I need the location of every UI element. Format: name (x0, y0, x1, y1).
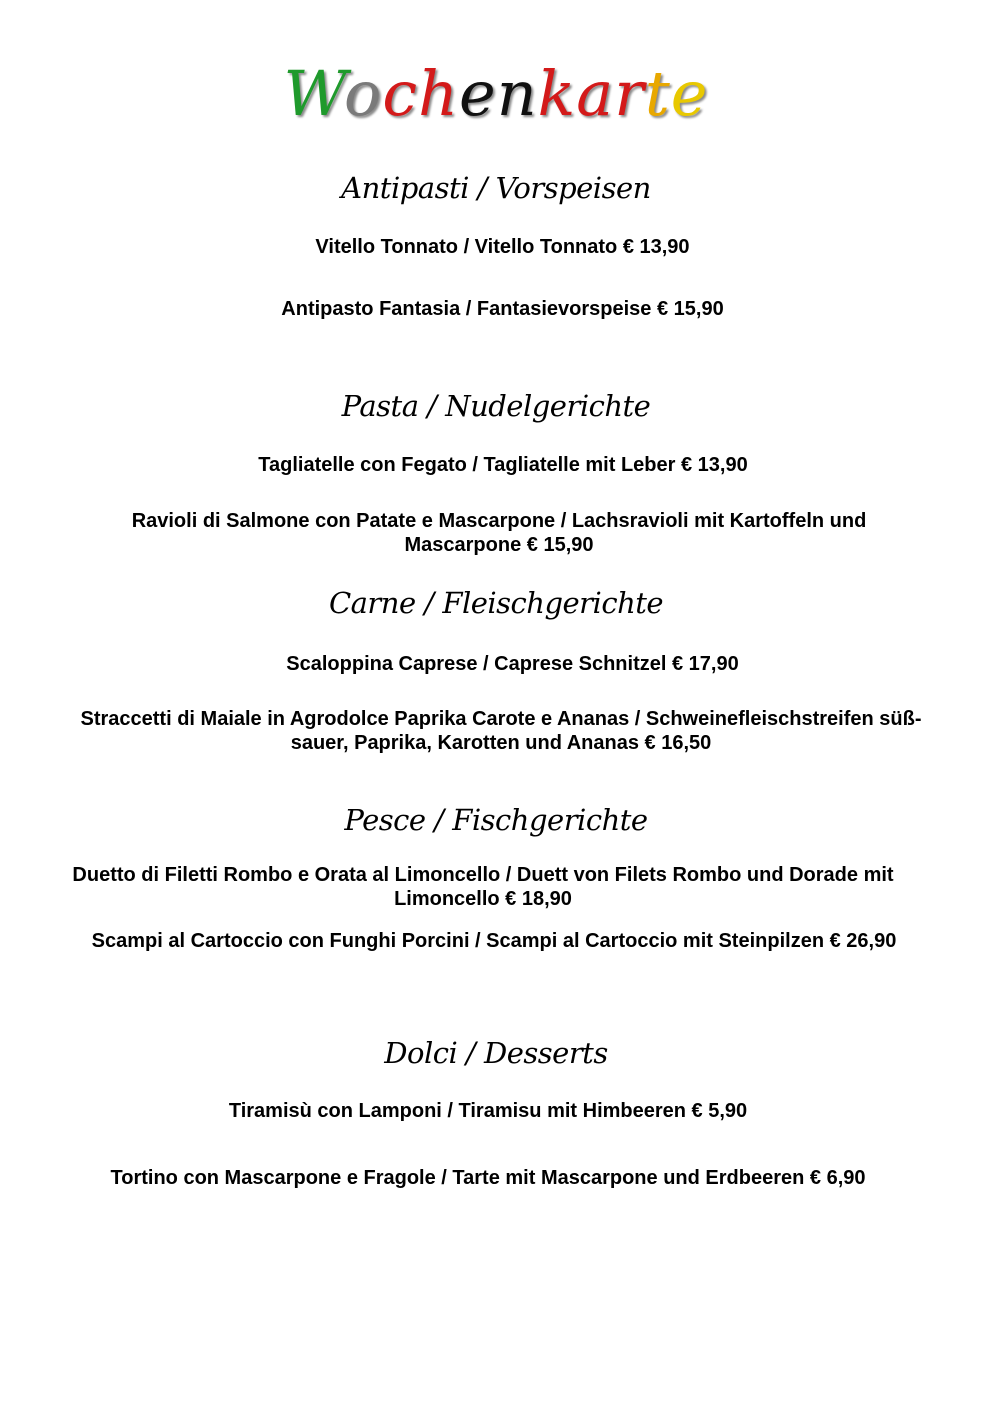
menu-item: Scampi al Cartoccio con Funghi Porcini / Scampi al Cartoccio mit Steinpilzen € 26,90 (91, 930, 897, 952)
menu-item: Tiramisù con Lamponi / Tiramisu mit Himbeeren € 5,90 (228, 1100, 748, 1122)
menu-item: Ravioli di Salmone con Patate e Mascarpone / Lachsravioli mit Kartoffeln und Mascarpone € 15,90 (131, 510, 867, 556)
section-heading-pasta: Pasta / Nudelgerichte (341, 389, 651, 423)
menu-item: Vitello Tonnato / Vitello Tonnato € 13,90 (315, 236, 690, 258)
title-letter: e (670, 57, 709, 130)
section-heading-carne: Carne / Fleischgerichte (328, 586, 664, 620)
section-heading-dolci: Dolci / Desserts (384, 1036, 608, 1070)
section-heading-antipasti: Antipasti / Vorspeisen (341, 171, 651, 205)
section-heading-pesce: Pesce / Fischgerichte (344, 803, 648, 837)
menu-item: Straccetti di Maiale in Agrodolce Paprika Carote e Ananas / Schweinefleischstreifen süß-sauer, Paprika, Karotten und Ananas € 16,50 (80, 708, 922, 754)
title-letter: c (382, 57, 419, 130)
title-letter: n (496, 57, 538, 130)
title-letter: h (418, 57, 460, 130)
title-letter: a (576, 57, 615, 130)
menu-title (0, 58, 992, 130)
title-letter: t (644, 57, 671, 130)
menu-item: Scaloppina Caprese / Caprese Schnitzel € 17,90 (286, 653, 739, 675)
title-letter: r (614, 57, 645, 130)
title-letter: k (537, 57, 577, 130)
menu-item: Antipasto Fantasia / Fantasievorspeise € 15,90 (281, 298, 724, 320)
title-letter: o (344, 57, 383, 130)
title-letter: e (459, 57, 497, 130)
menu-item: Duetto di Filetti Rombo e Orata al Limoncello / Duett von Filets Rombo und Dorade mit Limoncello € 18,90 (72, 864, 894, 910)
title-letter: W (283, 57, 345, 130)
menu-item: Tagliatelle con Fegato / Tagliatelle mit Leber € 13,90 (258, 454, 748, 476)
menu-item: Tortino con Mascarpone e Fragole / Tarte mit Mascarpone und Erdbeeren € 6,90 (110, 1167, 866, 1189)
